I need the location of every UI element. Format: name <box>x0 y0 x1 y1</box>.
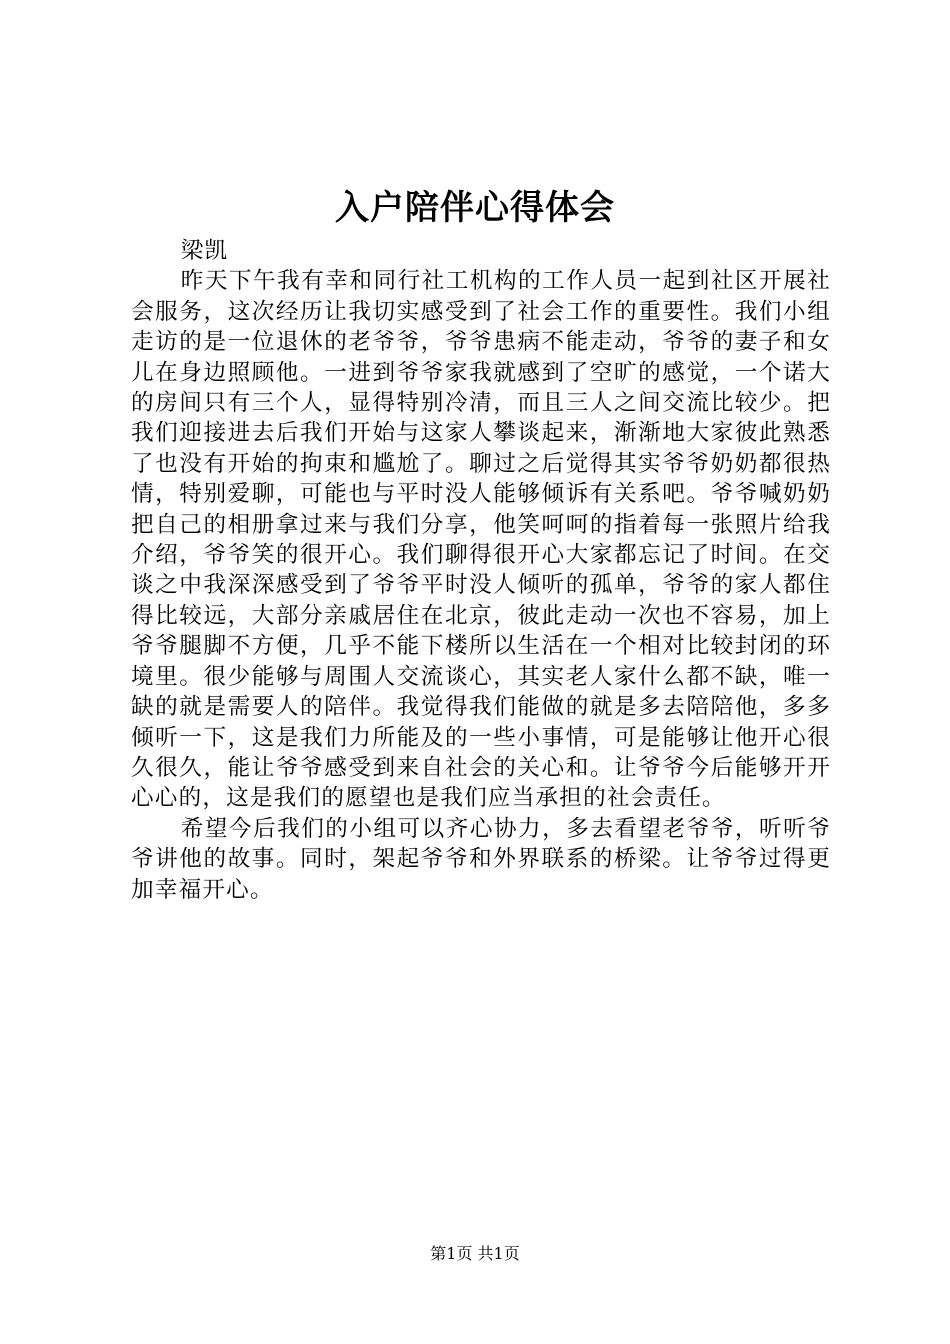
document-title: 入户陪伴心得体会 <box>335 188 615 228</box>
author-name: 梁凯 <box>180 238 229 264</box>
paragraph-2: 希望今后我们的小组可以齐心协力，多去看望老爷爷，听听爷爷讲他的故事。同时，架起爷爷和外界联系的桥梁。让爷爷过得更加幸福开心。 <box>131 815 831 903</box>
page-footer: 第1页 共1页 <box>430 1244 520 1263</box>
document-body <box>131 236 831 905</box>
paragraph-1: 昨天下午我有幸和同行社工机构的工作人员一起到社区开展社会服务，这次经历让我切实感受到了社会工作的重要性。我们小组走访的是一位退休的老爷爷，爷爷患病不能走动，爷爷的妻子和女儿在身边照顾他。一进到爷爷家我就感到了空旷的感觉，一个诺大的房间只有三个人，显得特别冷清，而且三人之间交流比较少。把我们迎接进去后我们开始与这家人攀谈起来，渐渐地大家彼此熟悉了也没有开始的拘束和尴尬了。聊过之后觉得其实爷爷奶奶都很热情，特别爱聊，可能也与平时没人能够倾诉有关系吧。爷爷喊奶奶把自己的相册拿过来与我们分享，他笑呵呵的指着每一张照片给我介绍，爷爷笑的很开心。我们聊得很开心大家都忘记了时间。在交谈之中我深深感受到了爷爷平时没人倾听的孤单，爷爷的家人都住得比较远，大部分亲戚居住在北京，彼此走动一次也不容易，加上爷爷腿脚不方便，几乎不能下楼所以生活在一个相对比较封闭的环境里。很少能够与周围人交流谈心，其实老人家什么都不缺，唯一缺的就是需要人的陪伴。我觉得我们能做的就是多去陪陪他，多多倾听一下，这是我们力所能及的一些小事情，可是能够让他开心很久很久，能让爷爷感受到来自社会的关心和。让爷爷今后能够开开心心的，这是我们的愿望也是我们应当承担的社会责任。 <box>131 268 831 812</box>
